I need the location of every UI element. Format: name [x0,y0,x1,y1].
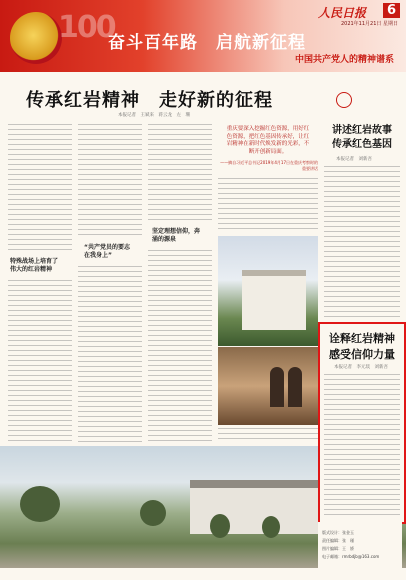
subhead-2 [152,228,200,244]
subhead-3 [84,244,130,260]
quote-line-4: 断开创新局面。 [248,148,288,155]
highlighted-text-column [324,374,400,516]
quote-source: ——摘自习近平总书记2019年4月17日在重庆考察时的重要讲话 [220,160,318,171]
article-text-column [148,250,212,442]
article-text-column [78,124,142,238]
banner-subtitle: 中国共产党人的精神谱系 [294,55,394,65]
decorative-stamp-icon [336,92,352,108]
sidebar-byline: 本报记者 刘新吾 [336,157,372,162]
banner [0,0,406,72]
party-emblem-icon [10,12,62,64]
subhead-3-line1: “共产党员的要志 [84,244,130,251]
highlighted-title-line2: 感受信仰力量 [329,348,395,361]
photo-museum-visitors [218,347,318,425]
banner-title: 奋斗百年路 启航新征程 [108,33,306,53]
tree-illustration [20,486,60,522]
sidebar-title-line2: 传承红色基因 [332,139,392,150]
sidebar-title-line1: 讲述红岩故事 [332,125,392,136]
sidebar-text-column [324,166,400,318]
highlighted-title-line1: 诠释红岩精神 [329,332,395,345]
article-text-column [8,124,72,252]
quote-line-2: 色资源，把红色基因传承好，让红 [226,133,310,140]
article-text-column [78,266,142,442]
subhead-3-line2: 在我身上” [84,252,112,259]
main-byline: 本报记者 王斌来 蒋云龙 左 珊 [118,113,190,118]
highlighted-byline: 本报记者 李元琰 刘新吾 [334,365,388,370]
building-illustration [242,270,306,330]
tree-illustration [262,516,280,538]
footer-editor: 责任编辑：张 瑾 [322,538,354,543]
masthead-name: 人民日报 [317,6,366,20]
tree-illustration [140,500,166,526]
quote-block [218,126,318,156]
tree-illustration [210,514,230,538]
visitor-figure [288,367,302,407]
sidebar-title [322,124,402,152]
highlighted-article[interactable] [318,322,406,524]
dateline: 2021年11月21日 星期日 [340,21,398,27]
article-text-column [148,124,212,224]
footer-photo-editor: 图片编辑：王 娇 [322,546,354,551]
subhead-2-line2: 涌的源泉 [152,236,177,243]
subhead-1 [10,258,58,274]
subhead-1-line2: 伟大的红岩精神 [10,266,53,273]
page-number: 6 [383,3,400,18]
subhead-2-line1: 坚定理想信仰，奔 [152,228,201,235]
footer-email: 电子邮箱：rmrbdjb@163.com [322,554,380,559]
main-headline: 传承红岩精神 走好新的征程 [26,90,273,111]
footer-designer: 版式设计：张金玉 [322,530,354,535]
article-text-column [218,428,318,442]
subhead-1-line1: 特殊战场上培育了 [10,258,59,265]
photo-red-rock-building [218,236,318,346]
article-text-column [8,280,72,442]
quote-line-3: 岩精神在新时代焕发新的光彩，不 [226,141,310,147]
banner-centenary-number: 100 [58,10,115,45]
quote-line-1: 重庆要深入挖掘红色资源，用好红 [226,126,310,132]
article-text-column [218,178,318,232]
page-footer [318,522,402,580]
visitor-figure [270,367,284,407]
